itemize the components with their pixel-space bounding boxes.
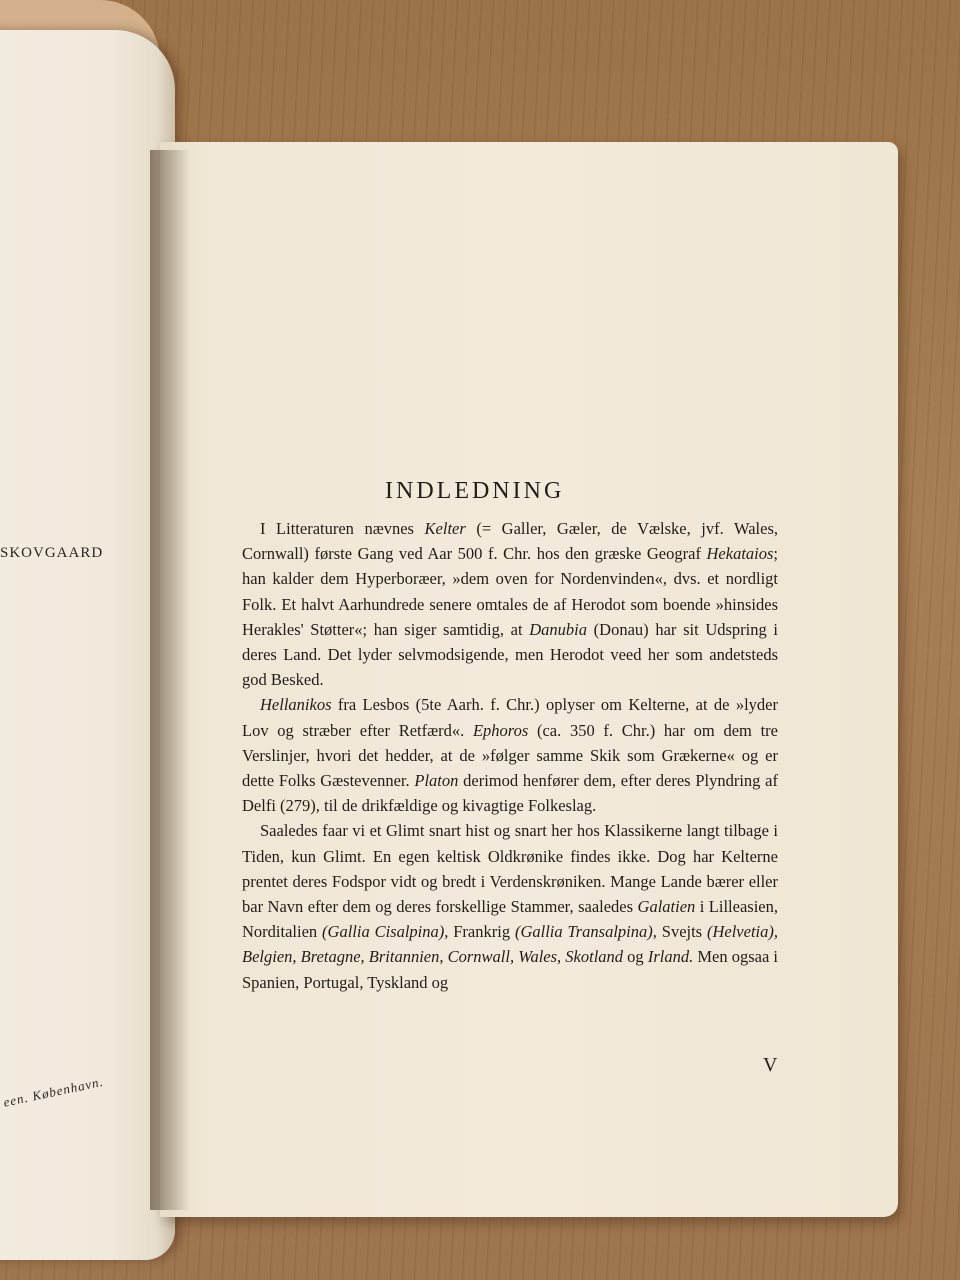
text-run: fra Lesbos (5te Aarh. f. Chr.) oplyser om Kelterne, at de »lyder Lov og stræber efter Retfærd«. <box>242 695 778 740</box>
text-run: (ca. 350 f. Chr.) har om dem tre Verslinjer, hvori det hedder, at de »følger samme Skik som Grækerne« og er dette Folks Gæstevenner. <box>242 720 778 791</box>
left-page-imprint-fragment: een. København. <box>2 1073 105 1110</box>
italic-run: Hekataios <box>706 544 774 564</box>
text-run: I Litteraturen nævnes <box>260 519 425 538</box>
italic-run: (Helvetia), Belgien, Bretagne, Britannien, Cornwall, Wales, Skotland <box>242 922 778 967</box>
text-run: ; han kalder dem Hyperboræer, »dem oven for Nordenvinden«, dvs. et nordligt Folk. Et halvt Aarhundrede senere omtales de af Herodot som boende »hinsides Herakles' Støtter«; han siger samtidig, at <box>242 544 778 639</box>
italic-run: Danubia <box>529 619 587 639</box>
italic-run: (Gallia Transalpina) <box>514 922 653 942</box>
italic-run: Kelter <box>424 519 466 538</box>
chapter-heading: INDLEDNING <box>385 478 565 504</box>
paragraph <box>242 692 778 818</box>
left-page <box>0 30 175 1260</box>
text-run: (= Galler, Gæler, de Vælske, jvf. Wales, Cornwall) første Gang ved Aar 500 f. Chr. hos den græske Geograf <box>242 519 778 564</box>
page-number: V <box>763 1054 778 1076</box>
text-run: Men ogsaa i Spanien, Portugal, Tyskland og <box>242 947 779 992</box>
text-run: i Lilleasien, Norditalien <box>242 897 778 942</box>
text-run: derimod henfører dem, efter deres Plyndring af Delfi (279), til de drikfældige og kivagtige Folkeslag. <box>242 771 778 816</box>
italic-run: Galatien <box>637 897 696 917</box>
text-run: (Donau) har sit Udspring i deres Land. Det lyder selvmodsigende, men Herodot veed her som andetsteds god Besked. <box>242 619 779 690</box>
left-page-name-fragment: SKOVGAARD <box>0 545 104 561</box>
italic-run: (Gallia Cisalpina) <box>322 922 445 942</box>
text-run: , Frankrig <box>444 922 515 942</box>
italic-run: Ephoros <box>472 720 529 740</box>
italic-run: Platon <box>414 771 459 791</box>
text-run: Saaledes faar vi et Glimt snart hist og snart her hos Klassikerne langt tilbage i Tiden, kun Glimt. En egen keltisk Oldkrønike findes ikke. Dog har Kelterne prentet deres Fodspor vidt og bredt i Verdenskrøniken. Mange Lande bærer eller bar Navn efter dem og deres forskellige Stammer, saaledes <box>242 821 778 917</box>
paragraph <box>242 516 778 692</box>
italic-run: Irland. <box>647 947 694 967</box>
book-gutter-shadow <box>150 150 190 1210</box>
italic-run: Hellanikos <box>260 695 332 715</box>
body-text <box>242 516 778 995</box>
text-run: , Svejts <box>652 922 707 942</box>
text-run: og <box>623 947 648 967</box>
paragraph <box>242 818 778 994</box>
